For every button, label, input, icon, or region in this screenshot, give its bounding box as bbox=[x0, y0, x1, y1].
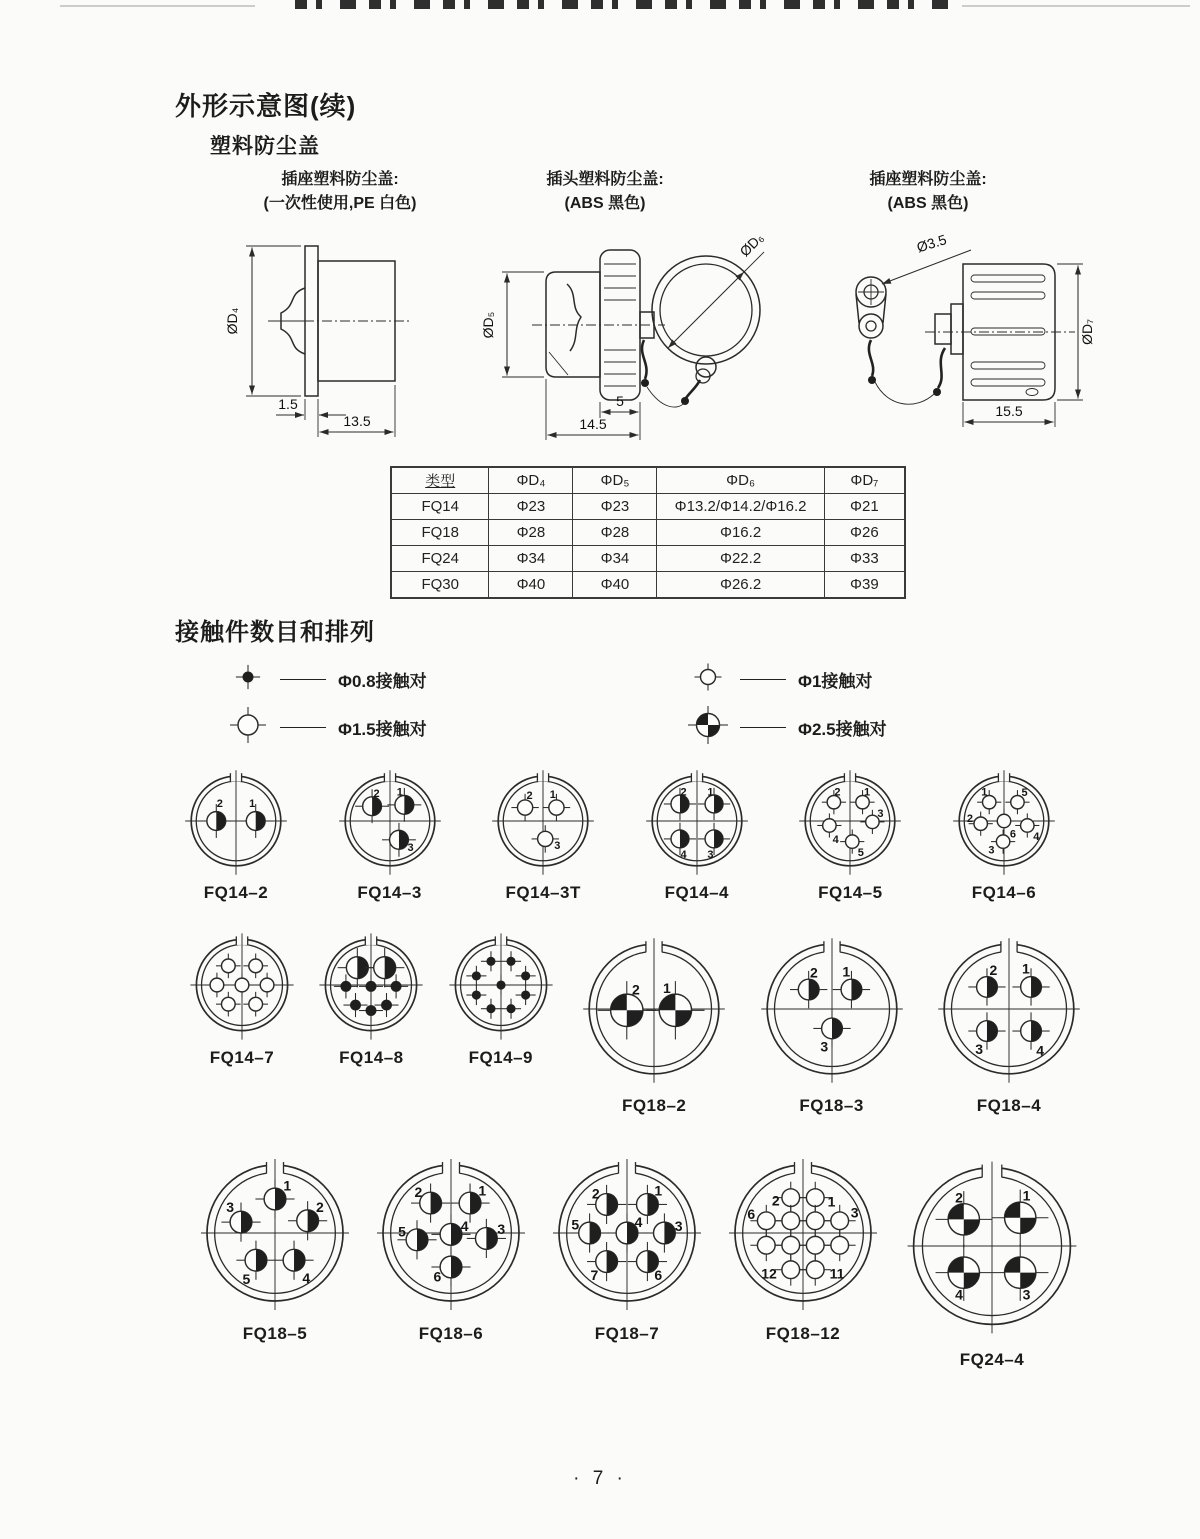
connector-label: FQ14–7 bbox=[209, 1048, 275, 1067]
spec-table-body bbox=[391, 494, 905, 599]
svg-text:3: 3 bbox=[975, 1041, 984, 1058]
connector-diagram-fq14-2 bbox=[180, 765, 292, 903]
svg-text:3: 3 bbox=[497, 1220, 506, 1237]
table-cell: Φ28 bbox=[573, 520, 657, 546]
drawing-plug-abs-cover bbox=[450, 212, 785, 452]
svg-text:2: 2 bbox=[373, 788, 380, 801]
drawing-socket-abs-cover bbox=[785, 222, 1100, 437]
svg-text:1: 1 bbox=[1022, 1187, 1031, 1204]
svg-text:1: 1 bbox=[864, 786, 871, 799]
caption-socket-pe-cover bbox=[235, 168, 445, 216]
connector-label: FQ18–12 bbox=[765, 1324, 841, 1343]
connector-diagram-fq14-9 bbox=[444, 928, 558, 1068]
table-cell: Φ22.2 bbox=[657, 546, 824, 572]
connector-face bbox=[948, 765, 1060, 877]
connector-face bbox=[487, 765, 599, 877]
dim-label-14-5: 14.5 bbox=[579, 416, 607, 432]
dimension-table bbox=[390, 466, 906, 599]
connector-diagram-fq24-4 bbox=[894, 1148, 1090, 1370]
svg-text:4: 4 bbox=[680, 849, 687, 862]
connector-face bbox=[314, 928, 428, 1042]
connector-label: FQ18–6 bbox=[418, 1324, 484, 1343]
svg-text:1: 1 bbox=[841, 963, 850, 980]
header-rule-right bbox=[962, 5, 1190, 7]
svg-text:2: 2 bbox=[955, 1189, 963, 1206]
svg-text:7: 7 bbox=[590, 1267, 599, 1284]
svg-text:5: 5 bbox=[398, 1223, 406, 1240]
dim-label-13-5: 13.5 bbox=[343, 413, 371, 429]
connector-label: FQ18–7 bbox=[594, 1324, 660, 1343]
table-cell: Φ34 bbox=[573, 546, 657, 572]
table-row bbox=[391, 520, 905, 546]
svg-text:1: 1 bbox=[663, 980, 672, 997]
subsection-title-dust-cover: 塑料防尘盖 bbox=[210, 135, 320, 158]
svg-text:12: 12 bbox=[761, 1265, 777, 1282]
table-cell: Φ23 bbox=[489, 494, 573, 520]
svg-text:1: 1 bbox=[654, 1182, 663, 1199]
table-cell: Φ40 bbox=[489, 572, 573, 599]
svg-text:6: 6 bbox=[433, 1268, 442, 1285]
svg-text:1: 1 bbox=[549, 788, 557, 801]
connector-diagram-fq14-8 bbox=[314, 928, 428, 1068]
connector-label: FQ14–3T bbox=[505, 883, 581, 902]
connector-diagram-fq18-3 bbox=[751, 928, 913, 1116]
connector-diagram-fq18-12 bbox=[718, 1148, 888, 1344]
connector-diagram-fq18-4 bbox=[928, 928, 1090, 1116]
svg-text:4: 4 bbox=[460, 1218, 469, 1235]
table-cell: FQ24 bbox=[391, 546, 489, 572]
connector-diagram-fq14-6 bbox=[948, 765, 1060, 903]
svg-text:6: 6 bbox=[1009, 828, 1016, 841]
header-clipped-text bbox=[295, 0, 955, 9]
table-row bbox=[391, 546, 905, 572]
table-cell: Φ23 bbox=[573, 494, 657, 520]
svg-text:1: 1 bbox=[1021, 960, 1030, 977]
svg-text:3: 3 bbox=[407, 841, 414, 854]
legend-label: Φ0.8接触对 bbox=[338, 672, 427, 691]
svg-text:2: 2 bbox=[989, 962, 998, 979]
connector-face bbox=[180, 765, 292, 877]
dim-label-1-5: 1.5 bbox=[278, 396, 298, 412]
svg-text:2: 2 bbox=[809, 964, 818, 981]
dim-label-d5: ØD₅ bbox=[480, 311, 496, 339]
svg-text:2: 2 bbox=[834, 786, 841, 799]
svg-text:3: 3 bbox=[988, 844, 995, 857]
legend-item-phi1 bbox=[688, 658, 872, 701]
connector-label: FQ14–8 bbox=[339, 1048, 404, 1067]
connector-diagram-fq14-4 bbox=[641, 765, 753, 903]
svg-text:2: 2 bbox=[414, 1184, 423, 1201]
connector-face bbox=[894, 1148, 1090, 1344]
svg-text:6: 6 bbox=[654, 1267, 663, 1284]
caption-line1: 插座塑料防尘盖: bbox=[869, 171, 987, 188]
legend-item-phi15 bbox=[228, 706, 427, 749]
connector-row bbox=[185, 928, 1090, 1116]
connector-label: FQ14–2 bbox=[203, 883, 269, 902]
legend-label: Φ2.5接触对 bbox=[798, 720, 887, 739]
column-header-d6: ΦD₆ bbox=[657, 467, 824, 494]
connector-diagram-fq14-7 bbox=[185, 928, 299, 1068]
section-title-outline: 外形示意图(续) bbox=[175, 91, 357, 121]
table-cell: FQ14 bbox=[391, 494, 489, 520]
caption-line1: 插座塑料防尘盖: bbox=[281, 171, 399, 188]
table-row bbox=[391, 572, 905, 599]
table-cell: Φ34 bbox=[489, 546, 573, 572]
table-cell: Φ16.2 bbox=[657, 520, 824, 546]
connector-diagram-fq14-3t bbox=[487, 765, 599, 903]
connector-row bbox=[190, 1148, 1090, 1370]
connector-diagram-fq18-5 bbox=[190, 1148, 360, 1344]
legend-dash bbox=[740, 727, 786, 728]
svg-text:1: 1 bbox=[396, 786, 403, 799]
column-header-d7: ΦD₇ bbox=[824, 467, 905, 494]
connector-diagram-fq14-3 bbox=[334, 765, 446, 903]
connector-face bbox=[444, 928, 558, 1042]
svg-text:6: 6 bbox=[747, 1205, 756, 1222]
column-header-d4: ΦD₄ bbox=[489, 467, 573, 494]
svg-text:2: 2 bbox=[632, 981, 640, 998]
svg-text:11: 11 bbox=[829, 1265, 845, 1282]
column-header-d5: ΦD₅ bbox=[573, 467, 657, 494]
svg-text:1: 1 bbox=[981, 786, 988, 799]
legend-label: Φ1接触对 bbox=[798, 672, 873, 691]
connector-face bbox=[573, 928, 735, 1090]
dim-label-3-5: Ø3.5 bbox=[914, 231, 949, 256]
svg-text:2: 2 bbox=[680, 786, 687, 799]
connector-label: FQ18–2 bbox=[621, 1096, 687, 1115]
svg-text:4: 4 bbox=[832, 833, 840, 846]
svg-text:5: 5 bbox=[242, 1271, 251, 1288]
caption-line2: (ABS 黑色) bbox=[564, 195, 646, 212]
connector-face bbox=[185, 928, 299, 1042]
connector-diagram-fq18-6 bbox=[366, 1148, 536, 1344]
svg-text:4: 4 bbox=[1036, 1042, 1044, 1059]
legend-item-phi08 bbox=[228, 658, 427, 701]
connector-diagram-fq14-5 bbox=[794, 765, 906, 903]
svg-text:3: 3 bbox=[554, 840, 561, 853]
connector-face bbox=[334, 765, 446, 877]
legend-dash bbox=[280, 679, 326, 680]
connector-diagram-fq18-2 bbox=[573, 928, 735, 1116]
svg-text:1: 1 bbox=[478, 1182, 487, 1199]
svg-text:2: 2 bbox=[771, 1192, 780, 1209]
table-cell: Φ33 bbox=[824, 546, 905, 572]
svg-text:2: 2 bbox=[315, 1199, 324, 1216]
header-rule-left bbox=[60, 5, 255, 7]
svg-text:2: 2 bbox=[216, 797, 223, 810]
svg-text:3: 3 bbox=[1022, 1286, 1031, 1303]
svg-text:1: 1 bbox=[249, 797, 256, 810]
legend-dash bbox=[740, 679, 786, 680]
connector-face bbox=[190, 1148, 360, 1318]
svg-text:1: 1 bbox=[283, 1177, 292, 1194]
svg-text:5: 5 bbox=[1021, 787, 1028, 800]
svg-text:3: 3 bbox=[674, 1218, 683, 1235]
dim-label-5: 5 bbox=[616, 393, 624, 409]
table-cell: Φ28 bbox=[489, 520, 573, 546]
contact-symbol-phi15-icon bbox=[228, 706, 268, 749]
dim-label-d4: ØD₄ bbox=[224, 307, 240, 335]
contact-symbol-phi08-icon bbox=[228, 658, 268, 701]
section-title-contacts: 接触件数目和排列 bbox=[175, 619, 375, 646]
connector-label: FQ18–3 bbox=[799, 1096, 864, 1115]
svg-text:5: 5 bbox=[571, 1216, 580, 1233]
svg-text:1: 1 bbox=[707, 786, 714, 799]
contact-symbol-phi1-icon bbox=[688, 658, 728, 701]
legend-item-phi25 bbox=[688, 706, 887, 749]
connector-label: FQ14–5 bbox=[818, 883, 883, 902]
svg-text:5: 5 bbox=[858, 847, 865, 860]
svg-text:2: 2 bbox=[591, 1185, 600, 1202]
connector-face bbox=[542, 1148, 712, 1318]
table-cell: FQ30 bbox=[391, 572, 489, 599]
connector-face bbox=[641, 765, 753, 877]
svg-text:3: 3 bbox=[877, 807, 884, 820]
svg-text:3: 3 bbox=[226, 1199, 235, 1216]
svg-text:3: 3 bbox=[707, 849, 714, 862]
connector-label: FQ14–9 bbox=[468, 1048, 533, 1067]
connector-face bbox=[794, 765, 906, 877]
connector-diagram-fq18-7 bbox=[542, 1148, 712, 1344]
caption-plug-abs-cover bbox=[500, 168, 710, 216]
connector-row bbox=[180, 765, 1060, 903]
dim-label-d6: ØD₆ bbox=[736, 229, 767, 260]
table-cell: FQ18 bbox=[391, 520, 489, 546]
svg-text:2: 2 bbox=[966, 813, 973, 826]
caption-line2: (一次性使用,PE 白色) bbox=[263, 195, 417, 212]
svg-text:3: 3 bbox=[819, 1038, 828, 1055]
table-cell: Φ26 bbox=[824, 520, 905, 546]
svg-text:2: 2 bbox=[526, 789, 533, 802]
caption-line1: 插头塑料防尘盖: bbox=[546, 171, 664, 188]
svg-text:3: 3 bbox=[850, 1204, 859, 1221]
caption-line2: (ABS 黑色) bbox=[887, 195, 969, 212]
connector-label: FQ24–4 bbox=[959, 1350, 1025, 1369]
connector-label: FQ18–4 bbox=[976, 1096, 1042, 1115]
svg-text:4: 4 bbox=[1033, 831, 1040, 844]
connector-face bbox=[928, 928, 1090, 1090]
connector-face bbox=[366, 1148, 536, 1318]
table-cell: Φ21 bbox=[824, 494, 905, 520]
connector-label: FQ14–6 bbox=[971, 883, 1037, 902]
dim-label-d7: ØD₇ bbox=[1079, 319, 1095, 345]
drawing-socket-pe-cover bbox=[180, 228, 460, 440]
legend-dash bbox=[280, 727, 326, 728]
table-cell: Φ39 bbox=[824, 572, 905, 599]
table-cell: Φ13.2/Φ14.2/Φ16.2 bbox=[657, 494, 824, 520]
caption-socket-abs-cover bbox=[818, 168, 1038, 216]
svg-text:4: 4 bbox=[302, 1269, 311, 1286]
legend-label: Φ1.5接触对 bbox=[338, 720, 427, 739]
connector-label: FQ14–3 bbox=[357, 883, 422, 902]
connector-face bbox=[751, 928, 913, 1090]
table-row bbox=[391, 494, 905, 520]
connector-face bbox=[718, 1148, 888, 1318]
table-cell: Φ40 bbox=[573, 572, 657, 599]
svg-text:4: 4 bbox=[955, 1286, 963, 1303]
contact-symbol-phi25-icon bbox=[688, 706, 728, 749]
svg-text:1: 1 bbox=[827, 1193, 836, 1210]
table-cell: Φ26.2 bbox=[657, 572, 824, 599]
page-number: · 7 · bbox=[573, 1468, 627, 1489]
svg-text:4: 4 bbox=[634, 1214, 643, 1231]
table-header-row bbox=[391, 467, 905, 494]
connector-label: FQ18–5 bbox=[242, 1324, 308, 1343]
column-header-type: 类型 bbox=[391, 467, 489, 494]
dim-label-15-5: 15.5 bbox=[995, 403, 1023, 419]
connector-label: FQ14–4 bbox=[664, 883, 729, 902]
